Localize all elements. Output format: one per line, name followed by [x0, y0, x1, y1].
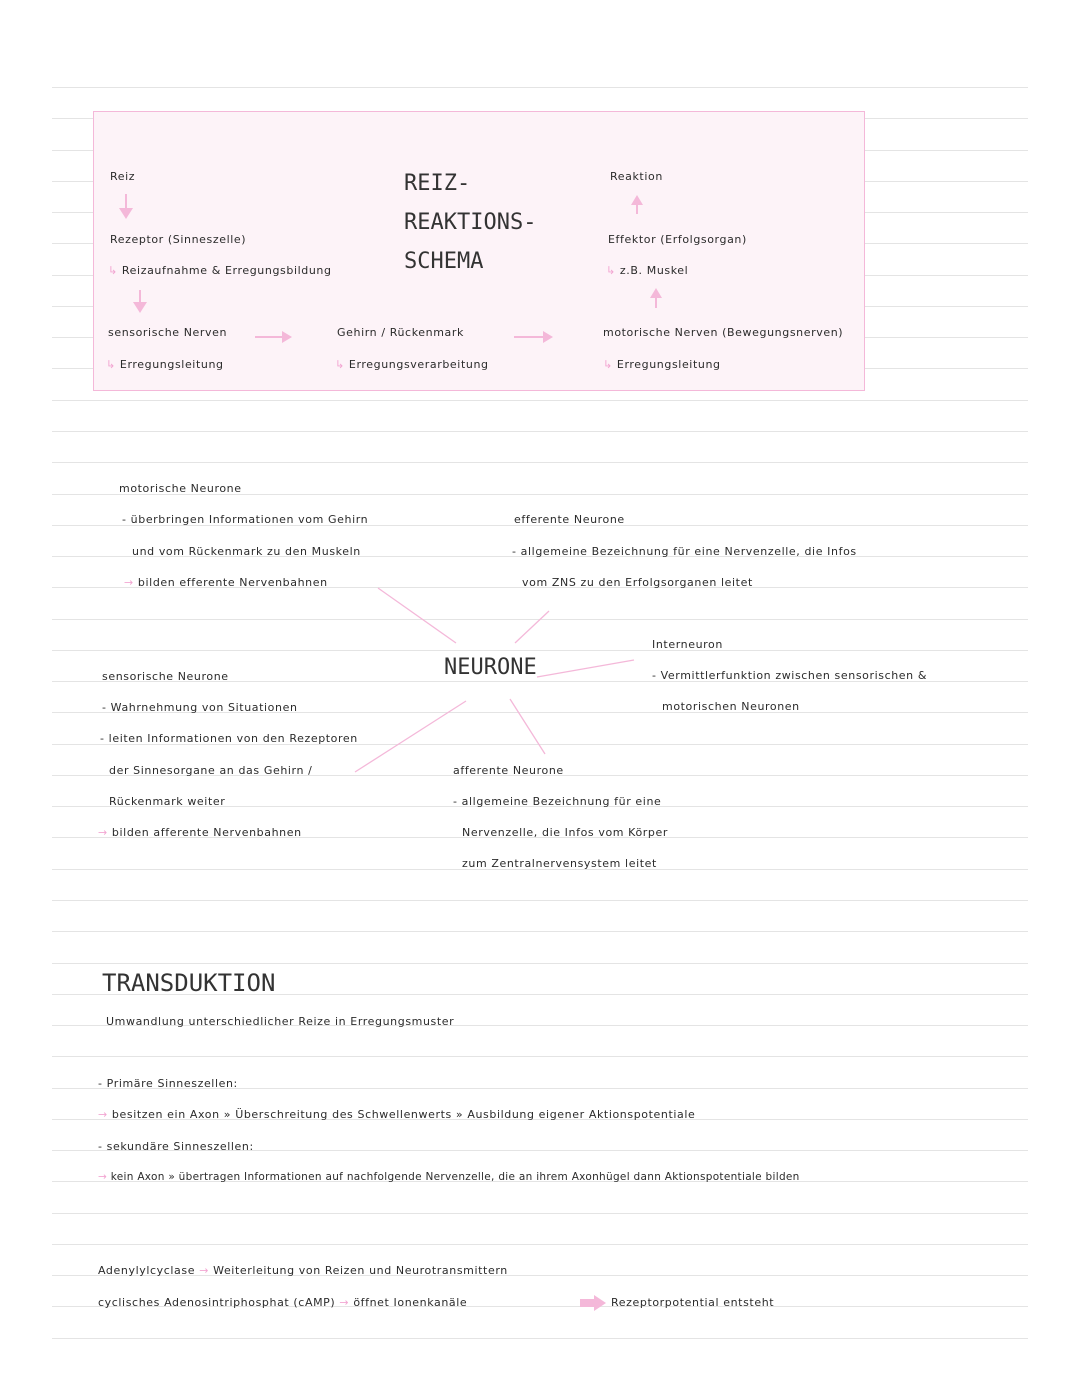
interneuron-title: Interneuron: [652, 638, 723, 651]
camp-label: cyclisches Adenosintriphosphat (cAMP): [98, 1296, 336, 1309]
sub-arrow-icon: ↳: [606, 264, 620, 277]
sensorische-title: sensorische Neurone: [102, 670, 229, 683]
adenylylcyclase-text: Weiterleitung von Reizen und Neurotransmittern: [213, 1264, 508, 1277]
schema-motorische-nerven: motorische Nerven (Bewegungsnerven): [603, 326, 844, 339]
schema-reiz: Reiz: [110, 170, 136, 183]
arrow-head: [631, 195, 643, 205]
schema-gehirn: Gehirn / Rückenmark: [337, 326, 464, 339]
motorische-line-1: - überbringen Informationen vom Gehirn: [122, 513, 369, 526]
sensorische-line-5-text: bilden afferente Nervenbahnen: [111, 826, 302, 839]
interneuron-line-1: - Vermittlerfunktion zwischen sensorischen &: [652, 669, 928, 682]
sensorische-line-4: Rückenmark weiter: [109, 795, 226, 808]
schema-gehirn-note: [335, 358, 489, 371]
schema-sensorische-note-text: Erregungsleitung: [119, 358, 224, 371]
sensorische-line-3: der Sinnesorgane an das Gehirn /: [109, 764, 313, 777]
schema-title-3: SCHEMA: [404, 249, 484, 274]
motorische-line-2: und vom Rückenmark zu den Muskeln: [132, 545, 361, 558]
schema-title-2: REAKTIONS-: [404, 210, 537, 235]
ray-motorische: [378, 588, 456, 643]
big-arrow-shaft: [580, 1299, 596, 1307]
transduktion-subtitle: Umwandlung unterschiedlicher Reize in Erregungsmuster: [106, 1015, 455, 1028]
adenylylcyclase-label: Adenylylcyclase: [98, 1264, 196, 1277]
schema-effektor-note: [606, 264, 688, 277]
schema-gehirn-note-text: Erregungsverarbeitung: [348, 358, 489, 371]
motorische-line-3-text: bilden efferente Nervenbahnen: [137, 576, 328, 589]
schema-rezeptor-note: [108, 264, 332, 277]
sensorische-line-2: - leiten Informationen von den Rezeptoren: [100, 732, 358, 745]
primaer-text: [98, 1108, 695, 1121]
ray-efferente: [515, 611, 549, 643]
motorische-line-3: [124, 576, 328, 589]
motorische-title: motorische Neurone: [119, 482, 242, 495]
afferente-line-3: zum Zentralnervensystem leitet: [462, 857, 657, 870]
sub-arrow-icon: ↳: [603, 358, 617, 371]
schema-rezeptor-note-text: Reizaufnahme & Erregungsbildung: [121, 264, 332, 277]
camp-text: öffnet Ionenkanäle: [353, 1296, 468, 1309]
sekundaer-text-content: kein Axon » übertragen Informationen auf nachfolgende Nervenzelle, die an ihrem Axonhügel dann Aktionspotentiale bilden: [110, 1171, 800, 1183]
afferente-line-2: Nervenzelle, die Infos vom Körper: [462, 826, 668, 839]
big-arrow-head: [594, 1295, 606, 1311]
sensorische-line-5: [98, 826, 302, 839]
ray-interneuron: [537, 660, 634, 677]
arrow-head: [282, 331, 292, 343]
schema-rezeptor: Rezeptor (Sinneszelle): [110, 233, 247, 246]
adenylylcyclase-row: [98, 1264, 508, 1277]
arrow-head: [133, 302, 147, 313]
sekundaer-label: - sekundäre Sinneszellen:: [98, 1140, 254, 1153]
schema-reaktion: Reaktion: [610, 170, 663, 183]
ray-afferente: [510, 699, 545, 754]
neurone-center: NEURONE: [444, 655, 537, 680]
right-arrow-icon: →: [195, 1264, 214, 1277]
camp-row: [98, 1296, 467, 1309]
afferente-title: afferente Neurone: [453, 764, 564, 777]
camp-result: Rezeptorpotential entsteht: [611, 1296, 775, 1309]
efferente-line-1: - allgemeine Bezeichnung für eine Nervenzelle, die Infos: [512, 545, 857, 558]
schema-title-1: REIZ-: [404, 171, 471, 196]
schema-motorische-note-text: Erregungsleitung: [616, 358, 721, 371]
sub-arrow-icon: ↳: [108, 264, 122, 277]
arrow-head: [119, 208, 133, 219]
right-arrow-icon: →: [98, 1108, 112, 1121]
sub-arrow-icon: ↳: [106, 358, 120, 371]
sensorische-line-1: - Wahrnehmung von Situationen: [102, 701, 298, 714]
schema-effektor-note-text: z.B. Muskel: [619, 264, 689, 277]
right-arrow-icon: →: [335, 1296, 354, 1309]
primaer-text-content: besitzen ein Axon » Überschreitung des Schwellenwerts » Ausbildung eigener Aktionspotentiale: [111, 1108, 696, 1121]
ray-sensorische: [355, 701, 466, 772]
schema-motorische-note: [603, 358, 721, 371]
efferente-title: efferente Neurone: [514, 513, 625, 526]
schema-sensorische-nerven: sensorische Nerven: [108, 326, 228, 339]
sekundaer-text: [98, 1171, 800, 1183]
transduktion-title: TRANSDUKTION: [102, 969, 276, 997]
arrow-head: [543, 331, 553, 343]
arrow-head: [650, 288, 662, 298]
efferente-line-2: vom ZNS zu den Erfolgsorganen leitet: [522, 576, 753, 589]
interneuron-line-2: motorischen Neuronen: [662, 700, 800, 713]
right-arrow-icon: →: [98, 1171, 111, 1183]
right-arrow-icon: →: [124, 576, 138, 589]
primaer-label: - Primäre Sinneszellen:: [98, 1077, 238, 1090]
sub-arrow-icon: ↳: [335, 358, 349, 371]
schema-effektor: Effektor (Erfolgsorgan): [608, 233, 747, 246]
afferente-line-1: - allgemeine Bezeichnung für eine: [453, 795, 662, 808]
right-arrow-icon: →: [98, 826, 112, 839]
schema-sensorische-note: [106, 358, 224, 371]
